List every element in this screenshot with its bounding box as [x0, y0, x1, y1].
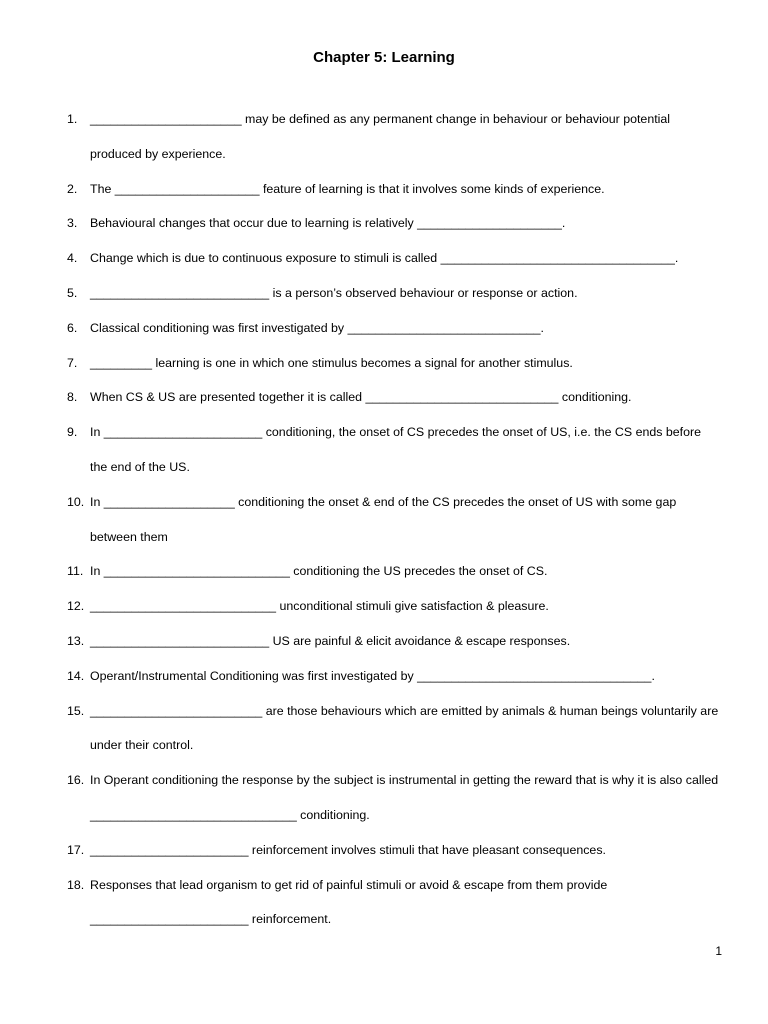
page-title: Chapter 5: Learning — [313, 49, 455, 66]
question-text: In Operant conditioning the response by the subject is instrumental in getting the reward that is why it is also called ______________________________ conditioning. — [90, 773, 719, 822]
question-text: In _______________________ conditioning, the onset of CS precedes the onset of US, i.e. the CS ends before the end of the US. — [90, 425, 702, 474]
question-item — [0, 589, 768, 624]
question-item — [0, 485, 768, 555]
question-number: 15. — [67, 703, 85, 718]
question-number: 14. — [67, 668, 85, 683]
question-text: Change which is due to continuous exposure to stimuli is called __________________________________. — [90, 251, 679, 266]
question-item — [0, 763, 768, 833]
question-list — [0, 102, 768, 937]
question-text: The _____________________ feature of learning is that it involves some kinds of experience. — [90, 181, 605, 196]
question-item — [0, 554, 768, 589]
question-text: ___________________________ unconditional stimuli give satisfaction & pleasure. — [90, 599, 549, 614]
question-item — [0, 415, 768, 485]
question-number: 16. — [67, 773, 85, 788]
question-text: Behavioural changes that occur due to learning is relatively _____________________. — [90, 216, 566, 231]
question-number: 8. — [67, 390, 78, 405]
question-item — [0, 833, 768, 868]
question-number: 5. — [67, 285, 78, 300]
question-text: _________ learning is one in which one stimulus becomes a signal for another stimulus. — [90, 355, 573, 370]
question-text: _________________________ are those behaviours which are emitted by animals & human beings voluntarily are under their control. — [90, 703, 719, 753]
question-item — [0, 102, 768, 172]
question-number: 3. — [67, 216, 78, 231]
question-number: 13. — [67, 633, 85, 648]
question-item — [0, 659, 768, 694]
question-number: 11. — [67, 564, 84, 579]
question-item — [0, 172, 768, 207]
question-text: Classical conditioning was first investigated by ____________________________. — [90, 320, 544, 335]
question-text: __________________________ US are painful & elicit avoidance & escape responses. — [90, 633, 571, 648]
question-text: ______________________ may be defined as any permanent change in behaviour or behaviour potential produced by experience. — [90, 112, 671, 161]
question-text: Responses that lead organism to get rid of painful stimuli or avoid & escape from them provide _______________________ reinforcement. — [90, 877, 608, 927]
question-number: 6. — [67, 320, 78, 335]
question-item — [0, 311, 768, 346]
question-text: Operant/Instrumental Conditioning was first investigated by __________________________________. — [90, 668, 655, 683]
question-item — [0, 868, 768, 938]
question-text: _______________________ reinforcement involves stimuli that have pleasant consequences. — [90, 842, 606, 857]
question-item — [0, 624, 768, 659]
question-text: __________________________ is a person’s observed behaviour or response or action. — [90, 285, 578, 300]
question-number: 7. — [67, 355, 78, 370]
question-number: 4. — [67, 251, 78, 266]
question-number: 1. — [67, 112, 78, 126]
question-text: When CS & US are presented together it is called ____________________________ conditioning. — [90, 390, 632, 405]
question-item — [0, 206, 768, 241]
question-item — [0, 241, 768, 276]
question-item — [0, 346, 768, 381]
question-number: 17. — [67, 842, 85, 857]
question-text: In ___________________________ conditioning the US precedes the onset of CS. — [90, 564, 548, 579]
question-number: 9. — [67, 425, 78, 440]
question-number: 2. — [67, 181, 78, 196]
page-number: 1 — [715, 944, 722, 958]
question-number: 10. — [67, 494, 85, 509]
question-number: 12. — [67, 599, 85, 614]
question-text: In ___________________ conditioning the onset & end of the CS precedes the onset of US with some gap between them — [90, 494, 677, 544]
question-item — [0, 694, 768, 764]
question-number: 18. — [67, 877, 85, 892]
question-item — [0, 276, 768, 311]
question-item — [0, 380, 768, 415]
